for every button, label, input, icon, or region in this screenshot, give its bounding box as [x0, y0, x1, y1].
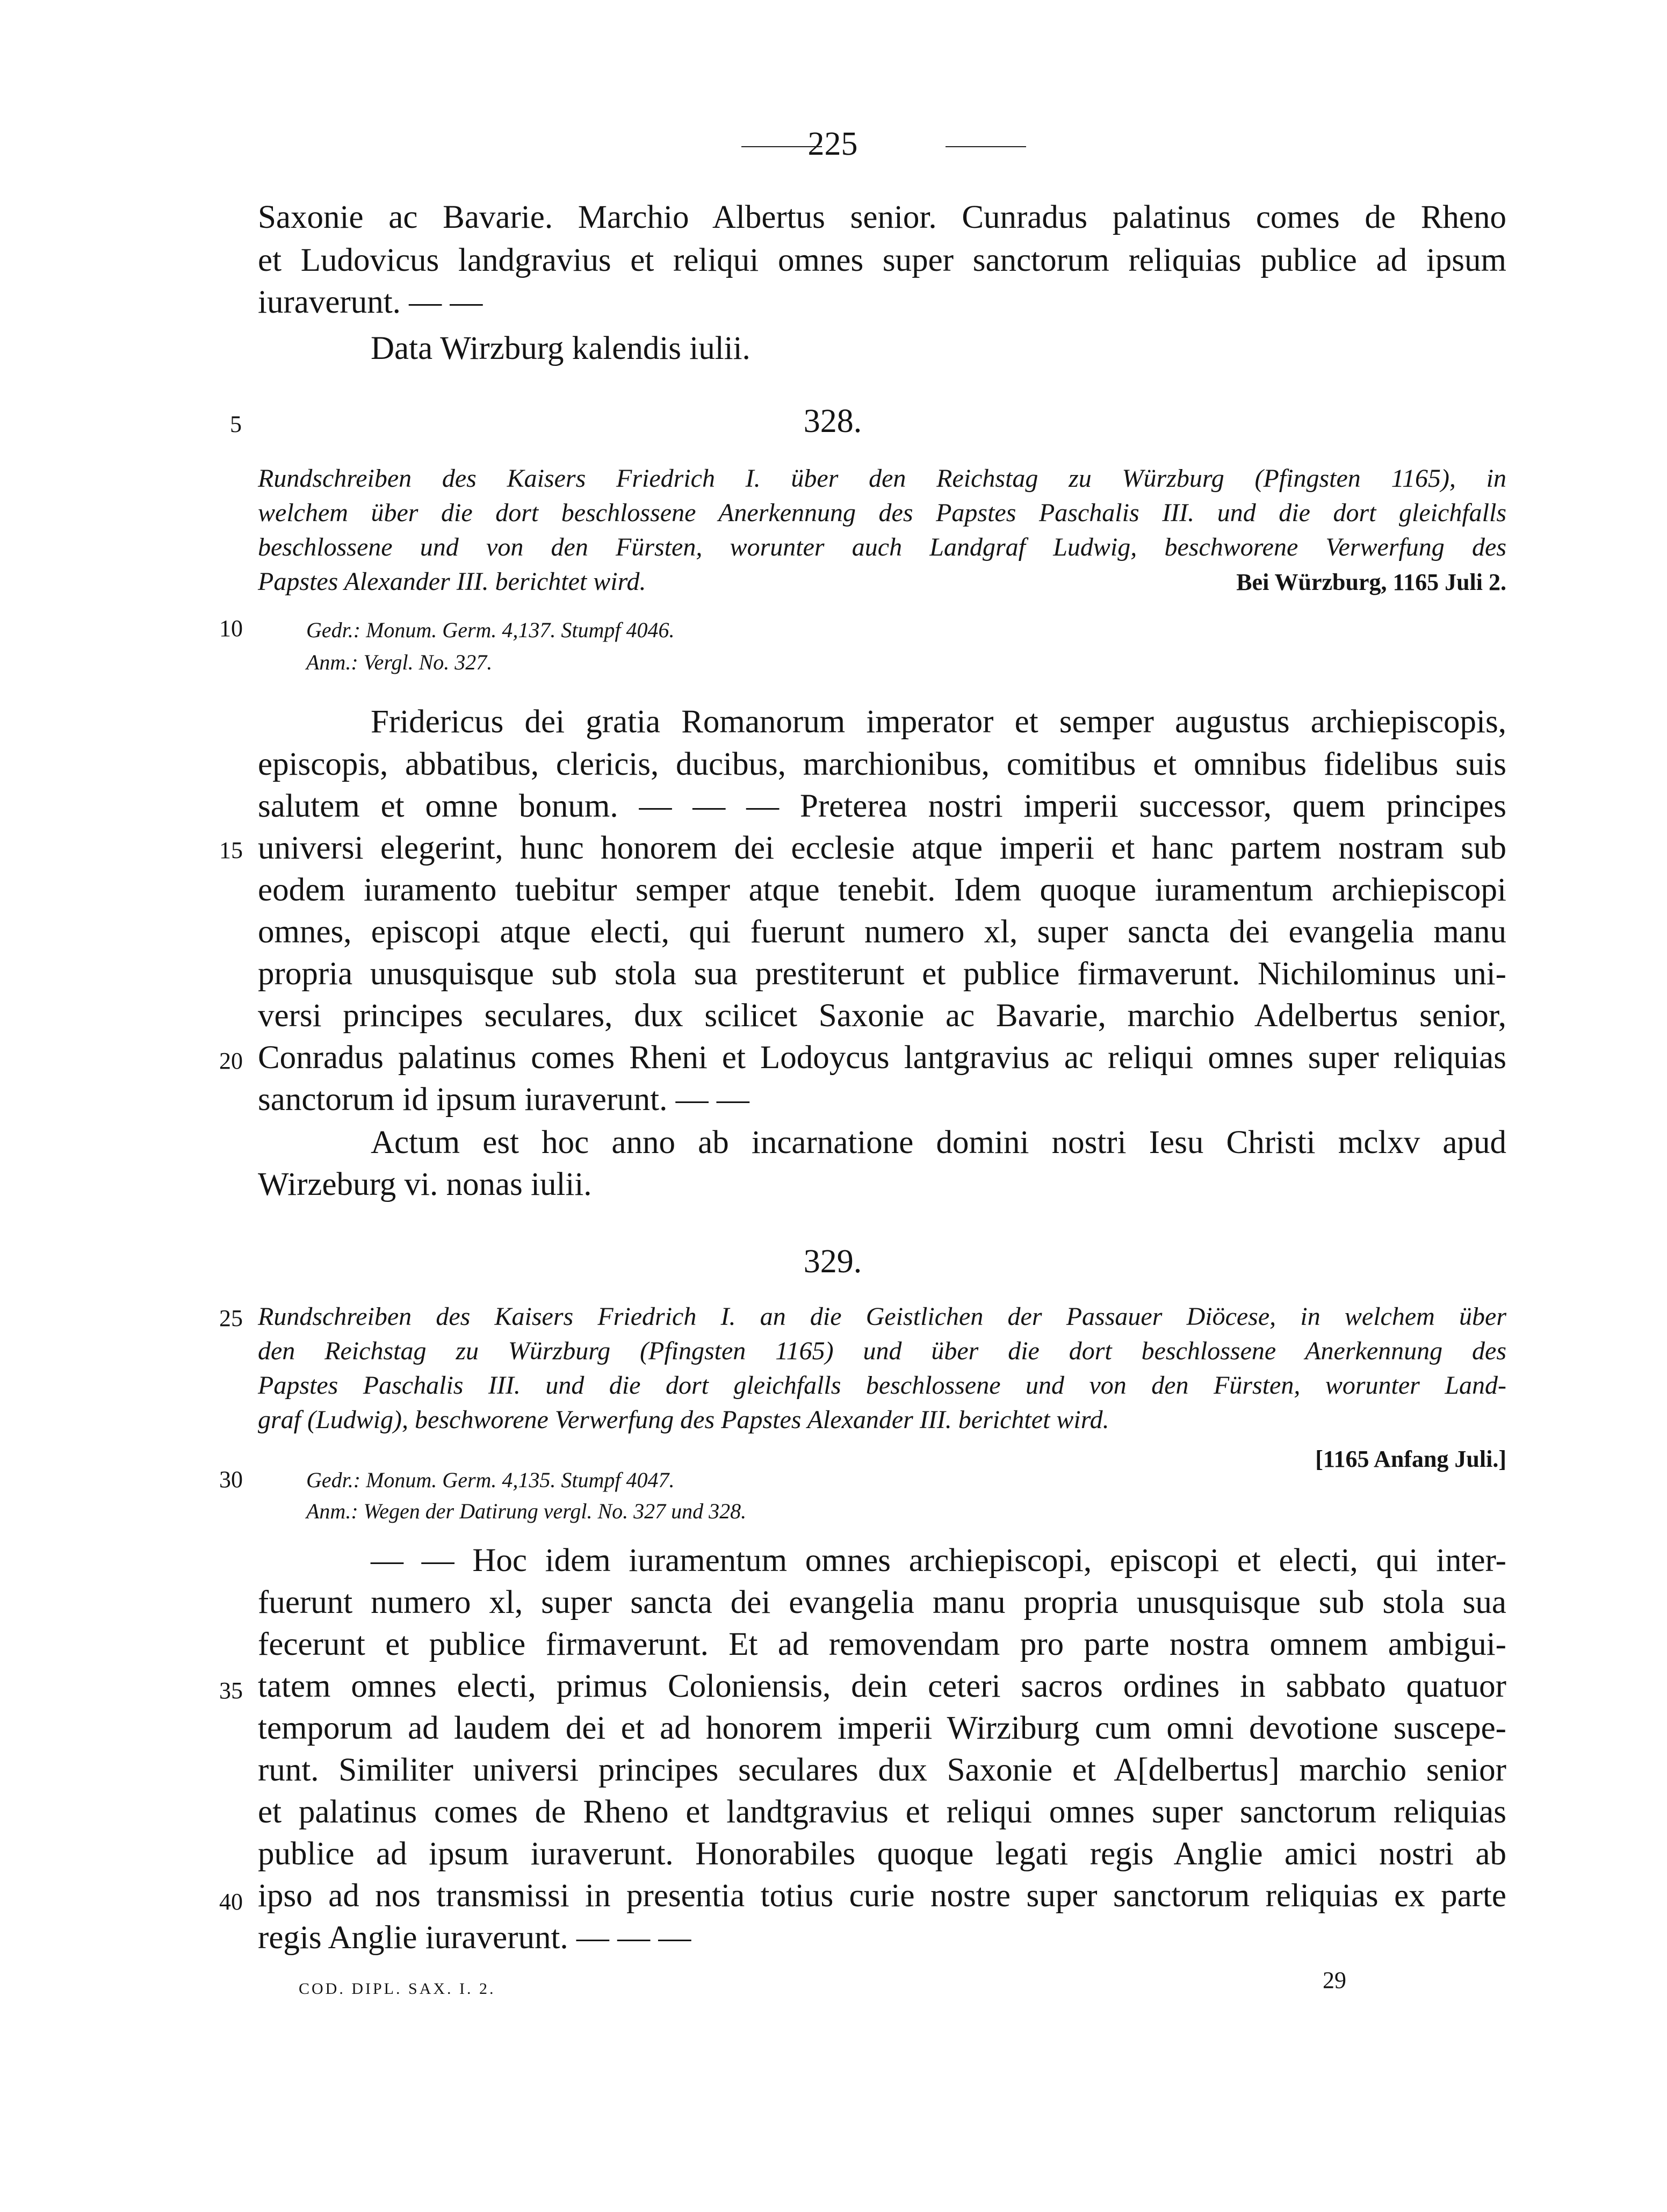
document-heading-line: Rundschreiben des Kaisers Friedrich I. an die Geistlichen der Passauer Diöcese, in welchem über [258, 1302, 1506, 1331]
text-line: tatem omnes electi, primus Coloniensis, dein ceteri sacros ordines in sabbato quatuor [258, 1668, 1506, 1704]
text-line: sanctorum id ipsum iuraverunt. — — [258, 1082, 749, 1118]
text-line: — — Hoc idem iuramentum omnes archiepiscopi, episcopi et electi, qui inter- [371, 1543, 1506, 1579]
text-line: regis Anglie iuraverunt. — — — [258, 1920, 691, 1956]
annotation-reference: Anm.: Wegen der Datirung vergl. No. 327 und 328. [306, 1499, 747, 1523]
text-line: fuerunt numero xl, super sancta dei evangelia manu propria unusquisque sub stola sua [258, 1584, 1506, 1620]
line-number: 20 [219, 1048, 243, 1074]
document-heading-line: Rundschreiben des Kaisers Friedrich I. über den Reichstag zu Würzburg (Pfingsten 1165), in [258, 464, 1506, 493]
text-line: temporum ad laudem dei et ad honorem imperii Wirziburg cum omni devotione suscepe- [258, 1710, 1506, 1746]
document-heading-line: graf (Ludwig), beschworene Verwerfung des Papstes Alexander III. berichtet wird. [258, 1406, 1109, 1434]
text-line: Actum est hoc anno ab incarnatione domini nostri Iesu Christi mclxv apud [371, 1125, 1506, 1161]
annotation-reference: Anm.: Vergl. No. 327. [306, 650, 493, 674]
line-number: 30 [219, 1466, 243, 1493]
line-number: 5 [230, 411, 242, 437]
text-line: propria unusquisque sub stola sua prestiterunt et publice firmaverunt. Nichilominus uni- [258, 956, 1506, 992]
print-reference: Gedr.: Monum. Germ. 4,137. Stumpf 4046. [306, 618, 675, 642]
text-line: Wirzeburg vi. nonas iulii. [258, 1166, 592, 1202]
document-heading-line: beschlossene und von den Fürsten, worunter auch Landgraf Ludwig, beschworene Verwerfung des [258, 533, 1506, 561]
text-line: Fridericus dei gratia Romanorum imperator et semper augustus archiepiscopis, [371, 704, 1506, 740]
text-line: Data Wirzburg kalendis iulii. [371, 330, 750, 366]
text-line: episcopis, abbatibus, clericis, ducibus, marchionibus, comitibus et omnibus fidelibus suis [258, 746, 1506, 782]
text-line: omnes, episcopi atque electi, qui fuerunt numero xl, super sancta dei evangelia manu [258, 914, 1506, 950]
text-line: et Ludovicus landgravius et reliqui omnes super sanctorum reliquias publice ad ipsum [258, 242, 1506, 278]
line-number: 15 [219, 837, 243, 863]
text-line: salutem et omne bonum. — — — Preterea nostri imperii successor, quem principes [258, 788, 1506, 824]
header-rule-right [946, 146, 1026, 147]
document-heading-line: welchem über die dort beschlossene Anerkennung des Papstes Paschalis III. und die dort gleichfalls [258, 499, 1506, 527]
text-line: runt. Similiter universi principes seculares dux Saxonie et A[delbertus] marchio senior [258, 1752, 1506, 1788]
text-line: universi elegerint, hunc honorem dei ecclesie atque imperii et hanc partem nostram sub [258, 830, 1506, 866]
document-number: 329. [803, 1243, 862, 1280]
document-heading-line: Papstes Paschalis III. und die dort gleichfalls beschlossene und von den Fürsten, worunter Land- [258, 1371, 1506, 1400]
line-number: 10 [219, 615, 243, 642]
text-line: Conradus palatinus comes Rheni et Lodoycus lantgravius ac reliqui omnes super reliquias [258, 1040, 1506, 1076]
text-line: fecerunt et publice firmaverunt. Et ad removendam pro parte nostra omnem ambigui- [258, 1626, 1506, 1662]
print-reference: Gedr.: Monum. Germ. 4,135. Stumpf 4047. [306, 1468, 675, 1492]
line-number: 25 [219, 1305, 243, 1331]
text-line: ipso ad nos transmissi in presentia totius curie nostre super sanctorum reliquias ex parte [258, 1878, 1506, 1914]
document-heading-line: Papstes Alexander III. berichtet wird. [258, 567, 646, 596]
text-line: eodem iuramento tuebitur semper atque tenebit. Idem quoque iuramentum archiepiscopi [258, 872, 1506, 908]
text-line: et palatinus comes de Rheno et landtgravius et reliqui omnes super sanctorum reliquias [258, 1794, 1506, 1830]
text-line: iuraverunt. — — [258, 284, 483, 320]
line-number: 40 [219, 1889, 243, 1915]
text-line: publice ad ipsum iuraverunt. Honorabiles quoque legati regis Anglie amici nostri ab [258, 1836, 1506, 1872]
document-date: Bei Würzburg, 1165 Juli 2. [1236, 569, 1506, 595]
sheet-number: 29 [1323, 1967, 1346, 1993]
text-line: Saxonie ac Bavarie. Marchio Albertus senior. Cunradus palatinus comes de Rheno [258, 199, 1506, 235]
line-number: 35 [219, 1677, 243, 1704]
sheet-signature: COD. DIPL. SAX. I. 2. [299, 1980, 496, 1998]
document-date: [1165 Anfang Juli.] [1315, 1446, 1506, 1472]
page-number: 225 [807, 126, 858, 162]
text-line: versi principes seculares, dux scilicet Saxonie ac Bavarie, marchio Adelbertus senior, [258, 998, 1506, 1034]
document-heading-line: den Reichstag zu Würzburg (Pfingsten 1165) und über die dort beschlossene Anerkennung des [258, 1337, 1506, 1365]
document-number: 328. [803, 403, 862, 439]
